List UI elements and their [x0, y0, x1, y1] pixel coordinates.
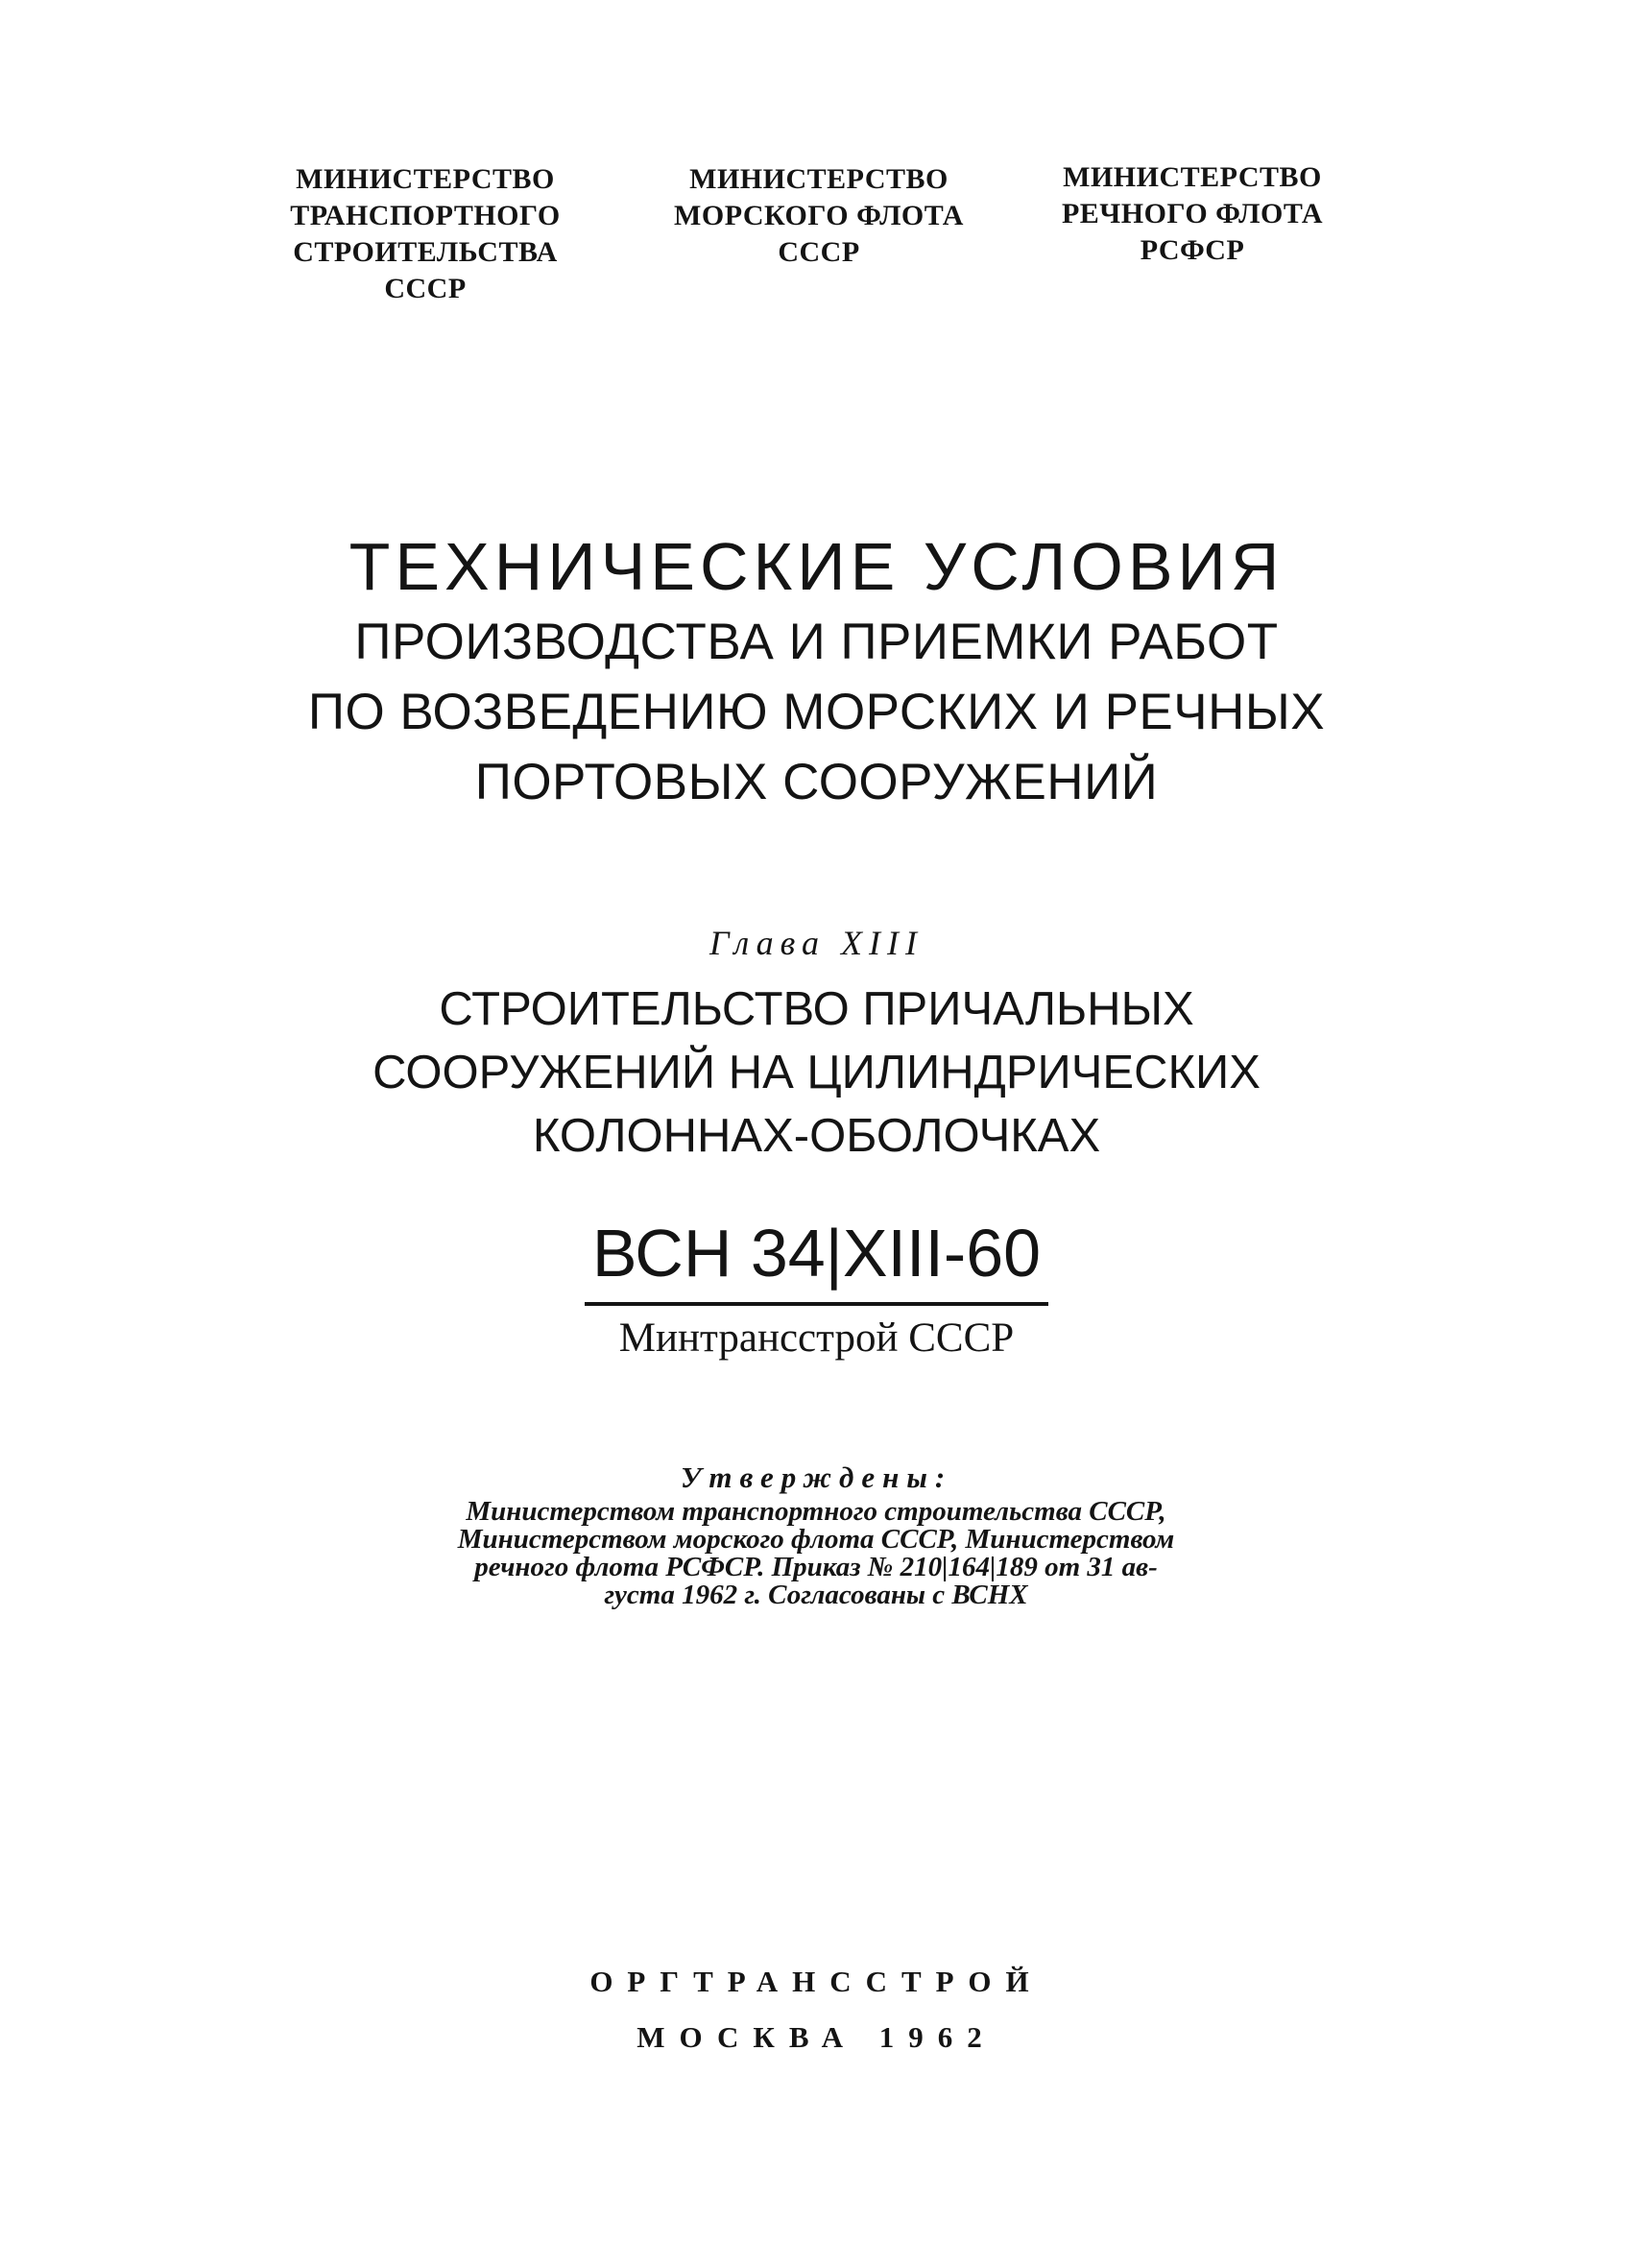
ministry-river-fleet [1010, 159, 1375, 269]
ministry-line: МИНИСТЕРСТВО [296, 163, 555, 195]
publisher-city-year: МОСКВА 1962 [636, 2020, 997, 2054]
approval-line: Министерством транспортного строительства СССР, [466, 1496, 1166, 1527]
publisher-name: ОРГТРАНССТРОЙ [589, 1965, 1044, 1998]
document-title [0, 526, 1633, 817]
chapter-title-line: СТРОИТЕЛЬСТВО ПРИЧАЛЬНЫХ [439, 983, 1194, 1035]
approval-label: Утверждены: [680, 1460, 953, 1494]
chapter-title-line: КОЛОННАХ-ОБОЛОЧКАХ [532, 1110, 1101, 1162]
ministry-line: ТРАНСПОРТНОГО [290, 200, 561, 231]
ministry-line: СССР [384, 273, 467, 304]
standard-code: ВСН 34|XIII-60 [585, 1212, 1048, 1306]
ministry-line: СССР [778, 236, 860, 268]
ministry-transport-construction [243, 161, 608, 307]
title-main: ТЕХНИЧЕСКИЕ УСЛОВИЯ [348, 529, 1285, 604]
approval-line: густа 1962 г. Согласованы с ВСНХ [604, 1580, 1028, 1610]
chapter-title [0, 977, 1633, 1168]
title-subline: ПРОИЗВОДСТВА И ПРИЕМКИ РАБОТ [354, 614, 1279, 670]
ministry-line: СТРОИТЕЛЬСТВА [293, 236, 558, 268]
title-subline: ПОРТОВЫХ СООРУЖЕНИЙ [474, 754, 1159, 810]
approval-text [394, 1498, 1238, 1609]
ministry-line: МИНИСТЕРСТВО [689, 163, 949, 195]
chapter-label: Глава XIII [708, 924, 925, 962]
approval-line: речного флота РСФСР. Приказ № 210|164|189 от 31 ав- [474, 1552, 1158, 1582]
title-subline: ПО ВОЗВЕДЕНИЮ МОРСКИХ И РЕЧНЫХ [307, 684, 1326, 740]
ministry-line: РЕЧНОГО ФЛОТА [1061, 198, 1324, 229]
ministry-line: МИНИСТЕРСТВО [1063, 161, 1322, 193]
standard-code-block [0, 1212, 1633, 1367]
ministry-line: РСФСР [1140, 234, 1245, 266]
approval-line: Министерством морского флота СССР, Министерством [457, 1524, 1175, 1555]
standard-issuer: Минтрансстрой СССР [618, 1315, 1015, 1361]
ministry-sea-fleet [636, 161, 1001, 271]
publisher-imprint [0, 1954, 1633, 2065]
ministry-line: МОРСКОГО ФЛОТА [674, 200, 964, 231]
chapter-title-line: СООРУЖЕНИЙ НА ЦИЛИНДРИЧЕСКИХ [372, 1047, 1261, 1098]
